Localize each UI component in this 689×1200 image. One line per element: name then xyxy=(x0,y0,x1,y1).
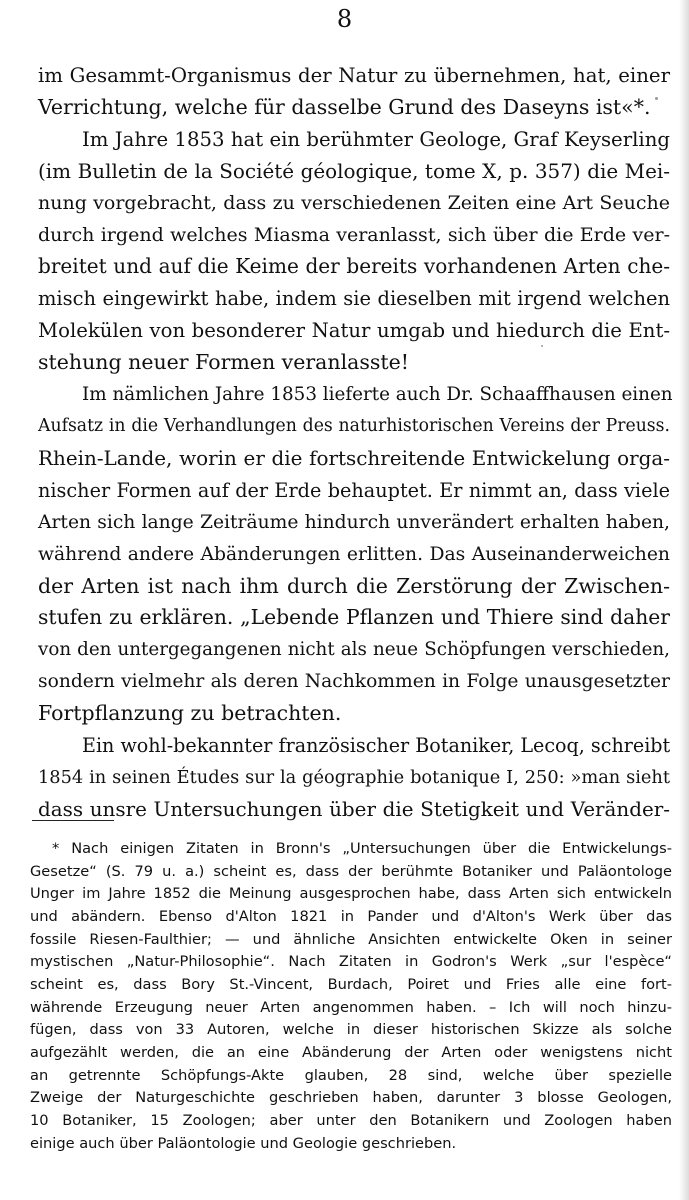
footnote-line: und abändern. Ebenso d'Alton 1821 in Pander und d'Alton's Werk über das xyxy=(30,907,672,925)
footnote-line: scheint es, dass Bory St.-Vincent, Burdach, Poiret und Fries alle eine fort- xyxy=(30,975,672,993)
footnote-line: aufgezählt werden, die an eine Abänderung der Arten oder wenigstens nicht xyxy=(30,1043,672,1061)
main-text-block xyxy=(38,60,673,826)
footnote-line: Unger im Jahre 1852 die Meinung ausgesprochen habe, dass Arten sich entwickeln xyxy=(30,885,672,903)
text-line: dass unsre Untersuchungen über die Stetigkeit und Veränder- xyxy=(38,797,670,821)
footnote-line: fossile Riesen-Faulthier; — und ähnliche Ansichten entwickelte Oken in seiner xyxy=(30,930,672,948)
text-line: nischer Formen auf der Erde behauptet. Er nimmt an, dass viele xyxy=(38,478,670,502)
text-line: Aufsatz in die Verhandlungen des naturhistorischen Vereins der Preuss. xyxy=(38,415,670,436)
scan-speck xyxy=(541,345,543,347)
text-line: während andere Abänderungen erlitten. Das Auseinanderweichen xyxy=(38,543,670,565)
text-line: durch irgend welches Miasma veranlasst, sich über die Erde ver- xyxy=(38,223,670,246)
footnote-line: währende Erzeugung neuer Arten angenommen haben. – Ich will noch hinzu- xyxy=(30,998,672,1016)
footnote-line: * Nach einigen Zitaten in Bronn's „Untersuchungen über die Entwickelungs- xyxy=(52,840,672,857)
footnote-line: mystischen „Natur-Philosophie“. Nach Zitaten in Godron's Werk „sur l'espèce“ xyxy=(30,953,672,971)
footnote-line: an getrennte Schöpfungs-Akte glauben, 28 sind, welche über spezielle xyxy=(30,1066,672,1084)
text-line: Im Jahre 1853 hat ein berühmter Geologe, Graf Keyserling xyxy=(82,127,670,151)
footnote-line: Gesetze“ (S. 79 u. a.) scheint es, dass der berühmte Botaniker und Paläontologe xyxy=(30,862,672,880)
footnote-line: einige auch über Paläontologie und Geologie geschrieben. xyxy=(30,1134,457,1152)
footnote-line: fügen, dass von 33 Autoren, welche in dieser historischen Skizze als solche xyxy=(30,1021,672,1039)
text-line: breitet und auf die Keime der bereits vorhandenen Arten che- xyxy=(38,254,670,279)
footnote-separator xyxy=(32,820,114,821)
footnote-line: Zweige der Naturgeschichte geschrieben haben, darunter 3 blosse Geologen, xyxy=(30,1089,672,1107)
text-line: (im Bulletin de la Société géologique, tome X, p. 357) die Mei- xyxy=(38,158,670,183)
text-line: Rhein-Lande, worin er die fortschreitende Entwickelung orga- xyxy=(38,446,670,470)
text-line: misch eingewirkt habe, indem sie dieselben mit irgend welchen xyxy=(38,287,670,311)
text-line: stehung neuer Formen veranlasste! xyxy=(38,350,410,375)
text-line: der Arten ist nach ihm durch die Zerstörung der Zwischen- xyxy=(38,573,670,598)
page-number: 8 xyxy=(336,5,353,33)
page-edge-shadow xyxy=(679,0,689,1200)
text-line: Verrichtung, welche für dasselbe Grund des Daseyns ist«*. xyxy=(38,94,651,119)
text-line: von den untergegangenen nicht als neue Schöpfungen verschieden, xyxy=(38,639,670,661)
text-line: im Gesammt-Organismus der Natur zu übernehmen, hat, einer xyxy=(38,64,670,87)
text-line: Im nämlichen Jahre 1853 lieferte auch Dr. Schaaffhausen einen xyxy=(82,384,673,406)
footnote-line: 10 Botaniker, 15 Zoologen; aber unter den Botanikern und Zoologen haben xyxy=(30,1111,672,1129)
scan-speck xyxy=(655,97,658,100)
text-line: Fortpflanzung zu betrachten. xyxy=(38,701,342,726)
text-line: Arten sich lange Zeiträume hindurch unverändert erhalten haben, xyxy=(38,511,670,533)
text-line: stufen zu erklären. „Lebende Pflanzen und Thiere sind daher xyxy=(38,605,670,630)
text-line: Molekülen von besonderer Natur umgab und hiedurch die Ent- xyxy=(38,319,670,343)
footnote-block xyxy=(30,838,672,1155)
text-line: 1854 in seinen Études sur la géographie botanique I, 250: »man sieht xyxy=(38,766,670,788)
text-line: sondern vielmehr als deren Nachkommen in Folge unausgesetzter xyxy=(38,671,670,693)
text-line: nung vorgebracht, dass zu verschiedenen Zeiten eine Art Seuche xyxy=(38,191,670,214)
text-line: Ein wohl-bekannter französischer Botaniker, Lecoq, schreibt xyxy=(82,734,671,758)
